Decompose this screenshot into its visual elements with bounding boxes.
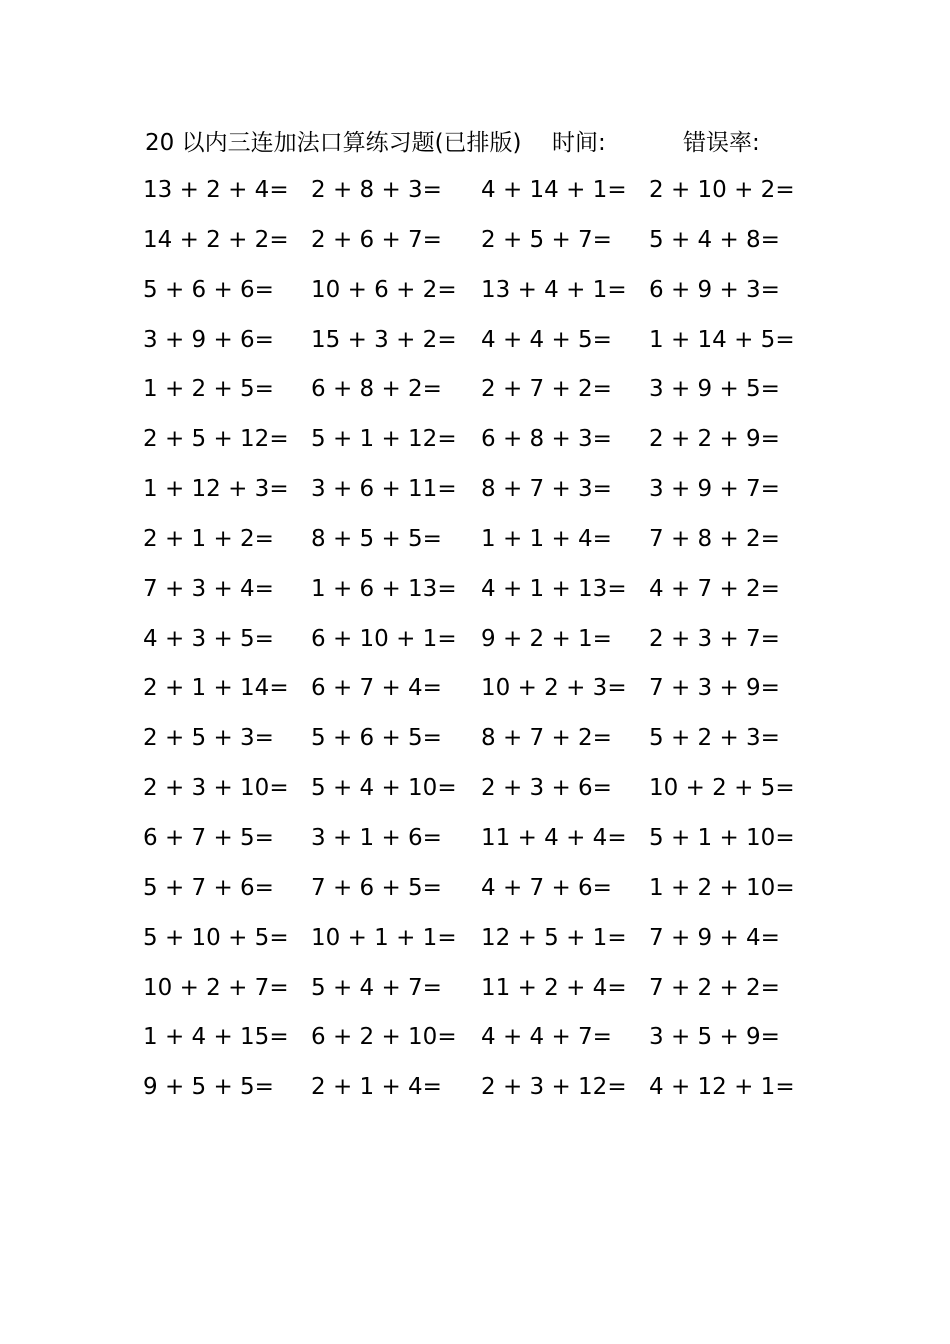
addition-problem: 1 + 6 + 13= (311, 575, 457, 602)
addition-problem: 1 + 1 + 4= (481, 525, 612, 552)
addition-problem: 10 + 6 + 2= (311, 276, 457, 303)
addition-problem: 13 + 4 + 1= (481, 276, 627, 303)
worksheet-title: 20 以内三连加法口算练习题(已排版) (145, 130, 522, 156)
addition-problem: 5 + 6 + 5= (311, 725, 442, 752)
addition-problem: 3 + 9 + 7= (649, 476, 780, 503)
addition-problem: 5 + 10 + 5= (143, 924, 289, 951)
addition-problem: 2 + 8 + 3= (311, 177, 442, 203)
addition-problem: 4 + 4 + 7= (481, 1024, 612, 1051)
addition-problem: 2 + 1 + 4= (311, 1074, 442, 1101)
addition-problem: 6 + 10 + 1= (311, 625, 457, 652)
problem-row (143, 371, 783, 421)
addition-problem: 5 + 4 + 8= (649, 226, 780, 253)
problem-row (143, 870, 795, 920)
addition-problem: 5 + 1 + 12= (311, 426, 457, 453)
problem-row (143, 571, 783, 621)
problem-row (143, 670, 783, 720)
problem-row (143, 970, 783, 1020)
problem-row (143, 1069, 795, 1119)
error-rate-label: 错误率: (683, 130, 760, 156)
addition-problem: 5 + 2 + 3= (649, 725, 780, 752)
addition-problem: 5 + 4 + 7= (311, 974, 442, 1001)
addition-problem: 11 + 4 + 4= (481, 824, 627, 851)
problem-row (143, 770, 795, 820)
addition-problem: 2 + 3 + 6= (481, 775, 612, 802)
addition-problem: 4 + 7 + 6= (481, 874, 612, 901)
addition-problem: 4 + 1 + 13= (481, 575, 627, 602)
problem-row (143, 272, 783, 322)
addition-problem: 6 + 9 + 3= (649, 276, 780, 303)
addition-problem: 2 + 6 + 7= (311, 226, 442, 253)
problem-row (143, 521, 783, 571)
addition-problem: 6 + 2 + 10= (311, 1024, 457, 1051)
addition-problem: 4 + 3 + 5= (143, 625, 274, 652)
addition-problem: 2 + 5 + 12= (143, 426, 289, 453)
addition-problem: 2 + 2 + 9= (649, 426, 780, 453)
problem-row (143, 471, 783, 521)
addition-problem: 1 + 4 + 15= (143, 1024, 289, 1051)
addition-problem: 2 + 7 + 2= (481, 376, 612, 403)
addition-problem: 6 + 8 + 2= (311, 376, 442, 403)
addition-problem: 2 + 1 + 14= (143, 675, 289, 702)
problem-row (143, 421, 783, 471)
addition-problem: 2 + 3 + 12= (481, 1074, 627, 1101)
problem-row (143, 172, 795, 222)
addition-problem: 10 + 2 + 3= (481, 675, 627, 702)
addition-problem: 9 + 2 + 1= (481, 625, 612, 652)
problem-row (143, 222, 783, 272)
problem-row (143, 621, 783, 671)
addition-problem: 9 + 5 + 5= (143, 1074, 274, 1101)
addition-problem: 10 + 1 + 1= (311, 924, 457, 951)
addition-problem: 13 + 2 + 4= (143, 177, 289, 203)
problem-row (143, 720, 783, 770)
addition-problem: 15 + 3 + 2= (311, 326, 457, 353)
addition-problem: 3 + 9 + 5= (649, 376, 780, 403)
addition-problem: 7 + 8 + 2= (649, 525, 780, 552)
problem-row (143, 322, 795, 372)
addition-problem: 8 + 5 + 5= (311, 525, 442, 552)
addition-problem: 5 + 6 + 6= (143, 276, 274, 303)
addition-problem: 2 + 5 + 7= (481, 226, 612, 253)
addition-problem: 6 + 7 + 5= (143, 824, 274, 851)
time-label: 时间: (552, 130, 606, 156)
worksheet-header (145, 126, 785, 160)
addition-problem: 1 + 14 + 5= (649, 326, 795, 353)
problem-row (143, 1019, 783, 1069)
addition-problem: 1 + 2 + 10= (649, 874, 795, 901)
addition-problem: 8 + 7 + 3= (481, 476, 612, 503)
addition-problem: 3 + 1 + 6= (311, 824, 442, 851)
addition-problem: 12 + 5 + 1= (481, 924, 627, 951)
addition-problem: 8 + 7 + 2= (481, 725, 612, 752)
problem-grid (143, 172, 795, 1119)
addition-problem: 10 + 2 + 5= (649, 775, 795, 802)
addition-problem: 2 + 3 + 7= (649, 625, 780, 652)
addition-problem: 4 + 14 + 1= (481, 177, 627, 203)
addition-problem: 4 + 12 + 1= (649, 1074, 795, 1101)
addition-problem: 2 + 3 + 10= (143, 775, 289, 802)
addition-problem: 3 + 6 + 11= (311, 476, 457, 503)
problem-row (143, 820, 795, 870)
addition-problem: 6 + 7 + 4= (311, 675, 442, 702)
addition-problem: 4 + 4 + 5= (481, 326, 612, 353)
addition-problem: 2 + 1 + 2= (143, 525, 274, 552)
addition-problem: 11 + 2 + 4= (481, 974, 627, 1001)
addition-problem: 7 + 6 + 5= (311, 874, 442, 901)
addition-problem: 14 + 2 + 2= (143, 226, 289, 253)
addition-problem: 3 + 5 + 9= (649, 1024, 780, 1051)
addition-problem: 5 + 7 + 6= (143, 874, 274, 901)
addition-problem: 7 + 3 + 4= (143, 575, 274, 602)
addition-problem: 1 + 12 + 3= (143, 476, 289, 503)
addition-problem: 7 + 9 + 4= (649, 924, 780, 951)
addition-problem: 7 + 3 + 9= (649, 675, 780, 702)
addition-problem: 2 + 10 + 2= (649, 177, 795, 203)
addition-problem: 3 + 9 + 6= (143, 326, 274, 353)
addition-problem: 10 + 2 + 7= (143, 974, 289, 1001)
addition-problem: 1 + 2 + 5= (143, 376, 274, 403)
addition-problem: 5 + 4 + 10= (311, 775, 457, 802)
addition-problem: 4 + 7 + 2= (649, 575, 780, 602)
addition-problem: 7 + 2 + 2= (649, 974, 780, 1001)
addition-problem: 5 + 1 + 10= (649, 824, 795, 851)
addition-problem: 6 + 8 + 3= (481, 426, 612, 453)
problem-row (143, 920, 783, 970)
addition-problem: 2 + 5 + 3= (143, 725, 274, 752)
